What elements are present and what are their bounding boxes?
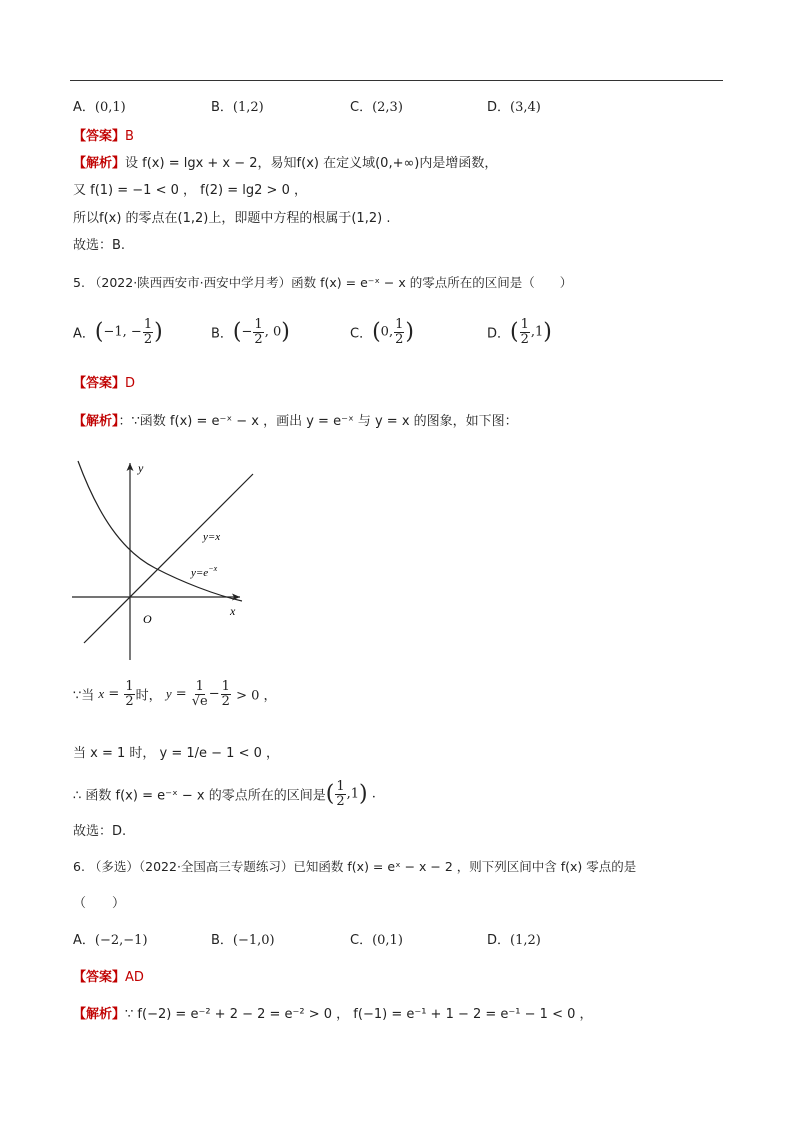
q4-analysis-line3: 所以f(x) 的零点在(1,2)上，即题中方程的根属于(1,2) . — [73, 211, 391, 226]
axis-label-y: y — [138, 461, 144, 475]
q6-option-d: D．(1,2) — [487, 933, 541, 948]
label-y-eq-x: y=x — [203, 531, 221, 543]
q5-option-a: A．(−1, − $\frac{1}{2}$ ) — [73, 317, 163, 347]
q6-answer: 【答案】AD — [73, 970, 144, 985]
q5-answer: 【答案】D — [73, 376, 136, 391]
q6-analysis: 【解析】∵ f(−2) = e⁻² + 2 − 2 = e⁻² > 0 ， f(−1) = e⁻¹ + 1 − 2 = e⁻¹ − 1 < 0 ， — [73, 1007, 593, 1022]
header-rule — [70, 80, 723, 81]
q5-option-d: D．( $\frac{1}{2}$ ,1) — [487, 317, 552, 347]
q4-option-a: A．(0,1) — [73, 100, 126, 115]
q6-stem-paren: （ ） — [73, 896, 126, 911]
q4-option-d: D．(3,4) — [487, 100, 541, 115]
q4-option-c: C．(2,3) — [350, 100, 403, 115]
q5-analysis: 【解析】：∵函数 f(x) = e⁻ˣ − x ，画出 y = e⁻ˣ 与 y = x 的图象，如下图： — [73, 414, 518, 429]
q5-step2: 当 x = 1 时， y = 1/e − 1 < 0 ， — [73, 746, 280, 761]
q5-choose: 故选：D. — [73, 824, 127, 839]
q5-step1: ∵当 x = $\frac{1}{2}$ 时， y = $\frac{1}{√e}$ − $\frac{1}{2}$ > 0 ， — [73, 679, 277, 709]
q4-analysis-line1: 【解析】设 f(x) = lgx + x − 2，易知f(x) 在定义域(0,+∞)内是增函数， — [73, 156, 498, 171]
line-y-eq-x — [84, 474, 253, 643]
origin-label: O — [143, 612, 152, 626]
q5-graph — [70, 455, 260, 665]
q4-analysis-line2: 又 f(1) = −1 < 0 ， f(2) = lg2 > 0 ， — [73, 183, 307, 198]
q6-stem: 6. （多选）（2022·全国高三专题练习）已知函数 f(x) = eˣ − x − 2 ，则下列区间中含 f(x) 零点的是 — [73, 859, 637, 874]
q5-stem: 5. （2022·陕西西安市·西安中学月考）函数 f(x) = e⁻ˣ − x 的零点所在的区间是（ ） — [73, 275, 573, 290]
label-y-eq-e-neg-x: $y=e^{-x}$ — [191, 564, 218, 579]
q5-option-c: C．(0, $\frac{1}{2}$ ) — [350, 317, 414, 347]
axis-label-x: x — [230, 604, 236, 618]
q5-step3: ∴ 函数 f(x) = e⁻ˣ − x 的零点所在的区间是( $\frac{1}{2}$ ,1) . — [73, 779, 376, 809]
q4-choose: 故选：B. — [73, 238, 126, 253]
q4-option-b: B．(1,2) — [211, 100, 264, 115]
q4-answer: 【答案】B — [73, 129, 134, 144]
q6-option-a: A．(−2,−1) — [73, 933, 148, 948]
q5-option-b: B．(− $\frac{1}{2}$ , 0) — [211, 317, 290, 347]
q6-option-c: C．(0,1) — [350, 933, 403, 948]
q6-option-b: B．(−1,0) — [211, 933, 275, 948]
